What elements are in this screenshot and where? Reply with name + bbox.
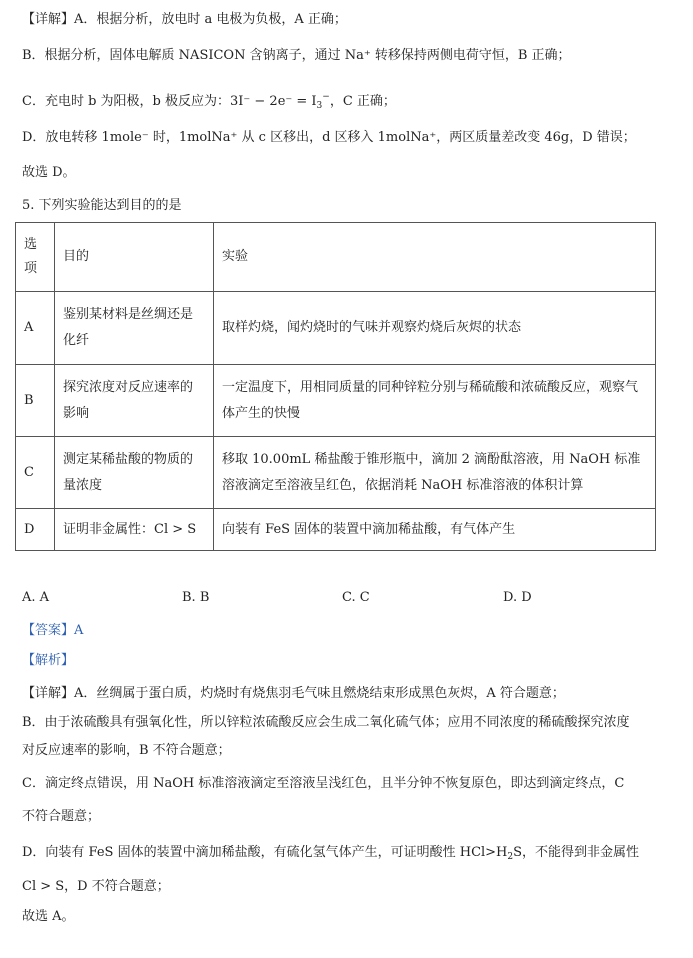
detail-a: 【详解】A．丝绸属于蛋白质，灼烧时有烧焦羽毛气味且燃烧结束形成黑色灰烬，A 符合题意； (22, 686, 565, 701)
header-experiment: 实验 (214, 223, 656, 292)
prev-conclusion: 故选 D。 (22, 165, 76, 180)
table-row (16, 292, 656, 365)
detail-b-line2: 对反应速率的影响，B 不符合题意； (22, 743, 231, 758)
header-purpose: 目的 (55, 223, 214, 292)
detail-d-line2: Cl > S，D 不符合题意； (22, 879, 170, 894)
analysis-label: 【解析】 (22, 653, 75, 668)
prev-detail-c-suffix: ，C 正确； (329, 94, 396, 109)
prev-detail-d: D．放电转移 1mole⁻ 时，1molNa⁺ 从 c 区移出，d 区移入 1molNa⁺，两区质量差改变 46g，D 错误； (22, 130, 636, 145)
prev-detail-b: B．根据分析，固体电解质 NASICON 含钠离子，通过 Na⁺ 转移保持两侧电荷守恒，B 正确； (22, 48, 571, 63)
row-purpose: 测定某稀盐酸的物质的量浓度 (55, 437, 214, 509)
detail-c-line2: 不符合题意； (22, 809, 101, 824)
row-purpose: 证明非金属性：Cl > S (55, 509, 214, 551)
row-option: A (16, 292, 55, 365)
electrode-equation: $3I^- - 2e^- = I_3^-$ (230, 92, 330, 111)
row-experiment: 向装有 FeS 固体的装置中滴加稀盐酸，有气体产生 (214, 509, 656, 551)
answer-conclusion: 故选 A。 (22, 909, 75, 924)
prev-detail-c-prefix: C．充电时 b 为阳极，b 极反应为： (22, 94, 230, 109)
detail-b-line1: B．由于浓硫酸具有强氧化性，所以锌粒浓硫酸反应会生成二氧化硫气体；应用不同浓度的稀硫酸探究浓度 (22, 715, 630, 730)
header-option: 选 项 (16, 223, 55, 292)
row-experiment: 取样灼烧，闻灼烧时的气味并观察灼烧后灰烬的状态 (214, 292, 656, 365)
experiment-table (15, 222, 656, 551)
question-stem: 5. 下列实验能达到目的的是 (22, 198, 182, 213)
table-header-row (16, 223, 656, 292)
option-d: D. D (503, 590, 532, 605)
answer-line: 【答案】A (22, 623, 84, 638)
option-b: B. B (182, 590, 210, 605)
prev-detail-c (22, 87, 675, 116)
row-experiment: 移取 10.00mL 稀盐酸于锥形瓶中，滴加 2 滴酚酞溶液，用 NaOH 标准溶液滴定至溶液呈红色，依据消耗 NaOH 标准溶液的体积计算 (214, 437, 656, 509)
option-a: A. A (22, 590, 50, 605)
detail-d-line1: D．向装有 FeS 固体的装置中滴加稀盐酸，有硫化氢气体产生，可证明酸性 $HCl>H_2S$，不能得到非金属性 (22, 845, 640, 862)
row-option: C (16, 437, 55, 509)
detail-c-line1: C．滴定终点错误，用 NaOH 标准溶液滴定至溶液呈浅红色，且半分钟不恢复原色，即达到滴定终点，C (22, 776, 625, 791)
prev-detail-a: 【详解】A．根据分析，放电时 a 电极为负极，A 正确； (22, 12, 347, 27)
table-row (16, 509, 656, 551)
row-purpose: 探究浓度对反应速率的影响 (55, 365, 214, 437)
row-option: D (16, 509, 55, 551)
option-c: C. C (342, 590, 370, 605)
row-experiment: 一定温度下，用相同质量的同种锌粒分别与稀硫酸和浓硫酸反应，观察气体产生的快慢 (214, 365, 656, 437)
table-row (16, 365, 656, 437)
table-row (16, 437, 656, 509)
row-option: B (16, 365, 55, 437)
row-purpose: 鉴别某材料是丝绸还是化纤 (55, 292, 214, 365)
answer-options (22, 590, 642, 610)
